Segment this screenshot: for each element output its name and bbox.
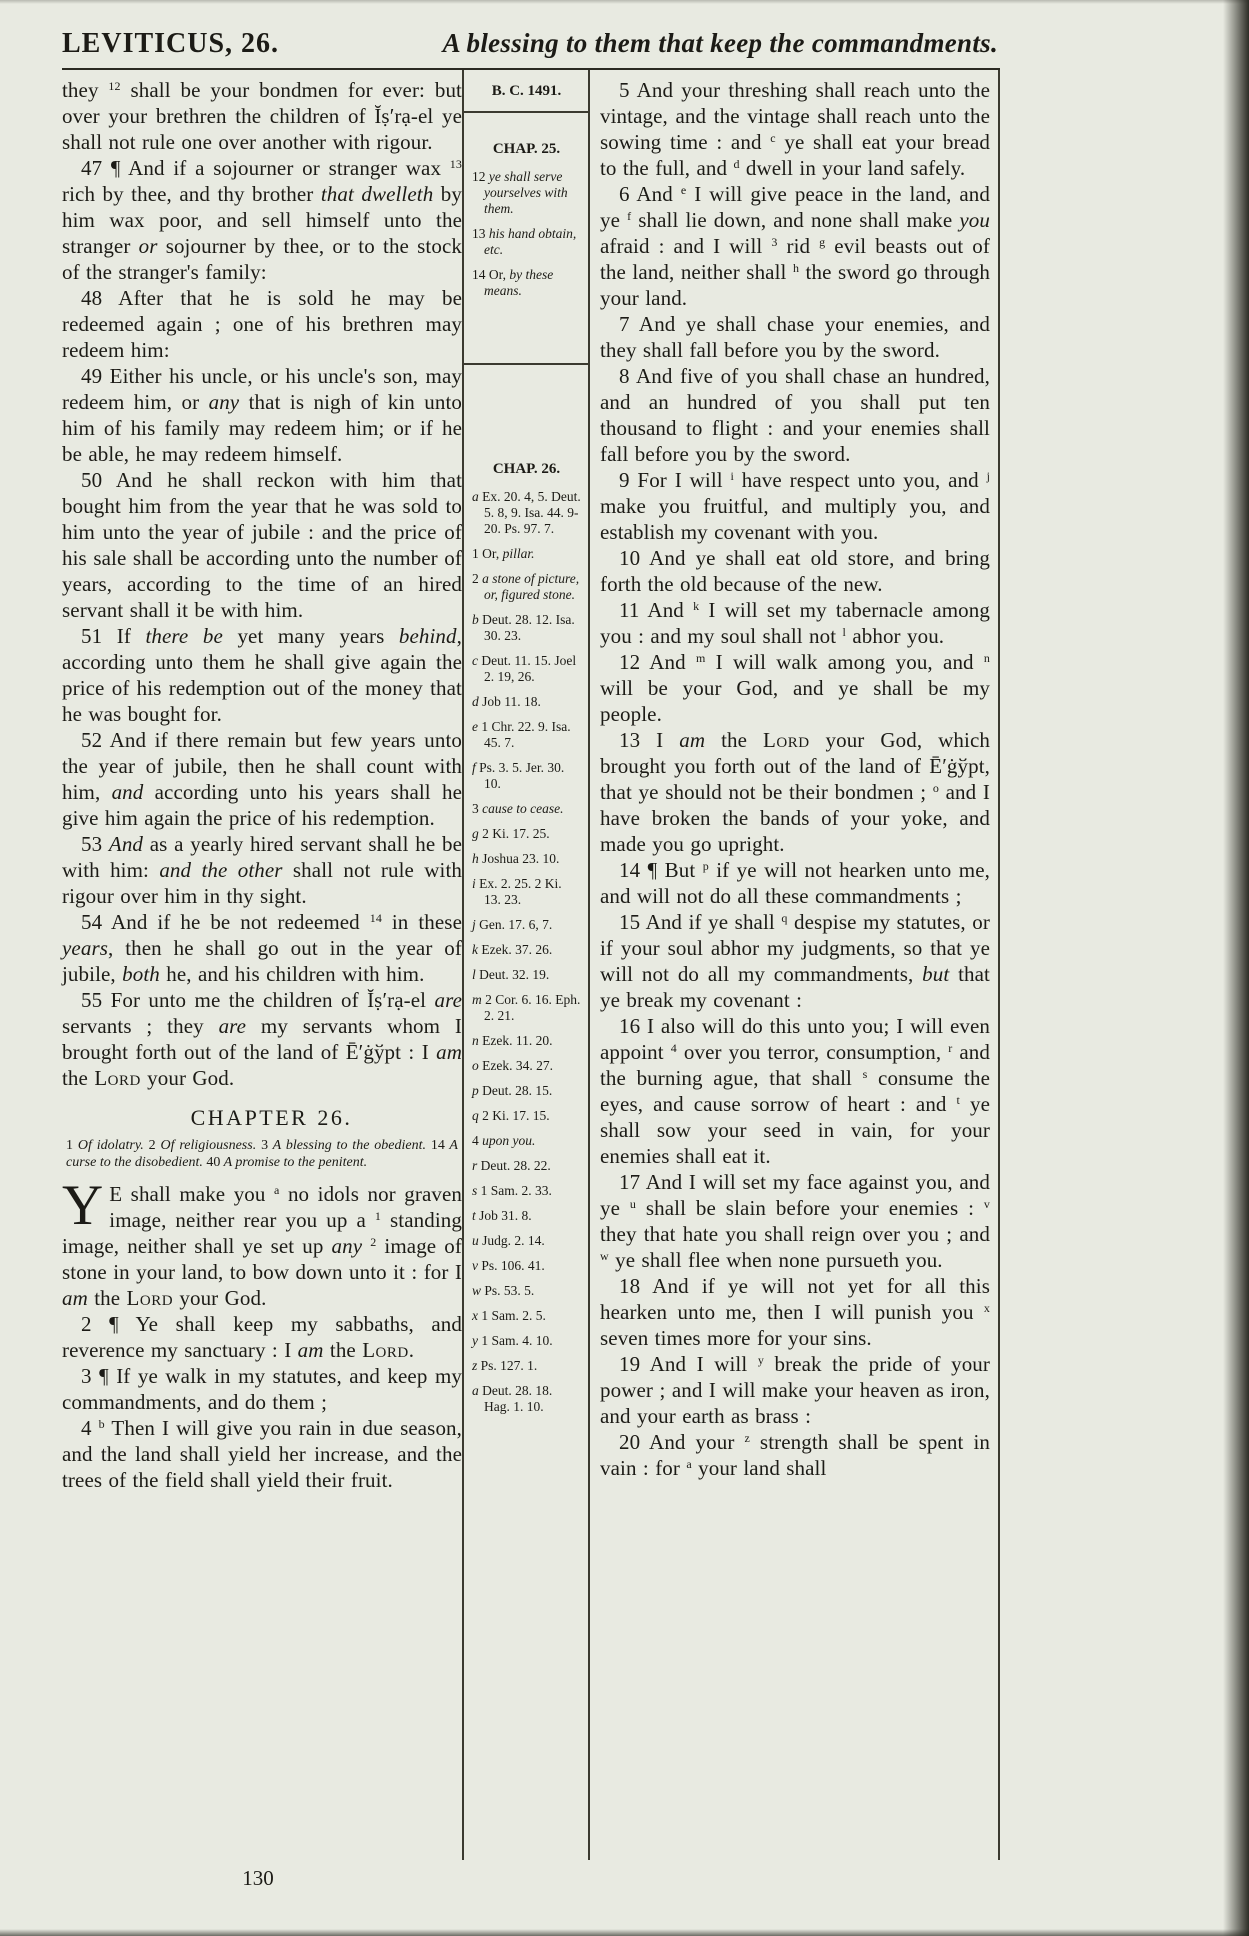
verse-paragraph: 15 And if ye shall $^q$ despise my statutes, or if your soul abhor my judgments, so that ye will not do all my commandments, but that ye break my covenant :	[600, 910, 990, 1012]
margin-note: u Judg. 2. 14.	[472, 1233, 545, 1248]
verse-paragraph: 47 ¶ And if a sojourner or stranger wax $^{13}$ rich by thee, and thy brother that dwelleth by him wax poor, and sell himself unto the stranger or sojourner by thee, or to the stock of the stranger's family:	[62, 156, 462, 284]
verse-paragraph-dropcap	[62, 1174, 462, 1311]
verse-paragraph: 54 And if he be not redeemed $^{14}$ in these years, then he shall go out in the year of jubile, both he, and his children with him.	[62, 910, 462, 986]
margin-note: n Ezek. 11. 20.	[472, 1033, 553, 1048]
verse-paragraph: 7 And ye shall chase your enemies, and they shall fall before you by the sword.	[600, 312, 990, 362]
verse-paragraph: 3 ¶ If ye walk in my statutes, and keep my commandments, and do them ;	[62, 1364, 462, 1414]
chap26-verses	[62, 1311, 462, 1493]
running-head: A blessing to them that keep the commandments.	[442, 28, 998, 58]
chapter-26-summary: 1 Of idolatry. 2 Of religiousness. 3 A blessing to the obedient. 14 A curse to the disobedient. 40 A promise to the penitent.	[66, 1138, 458, 1170]
verse-paragraph: 53 And as a yearly hired servant shall he be with him: and the other shall not rule with rigour over him in thy sight.	[62, 832, 462, 908]
drop-cap: Y	[62, 1174, 104, 1237]
chap26-margin-notes	[472, 489, 581, 1415]
right-text-column	[590, 70, 1000, 1860]
chap-25-ref-heading: CHAP. 25.	[492, 141, 561, 157]
margin-note: 1 Or, pillar.	[472, 546, 535, 561]
page-header	[62, 28, 1000, 70]
verse-paragraph: 9 For I will $^i$ have respect unto you, and $^j$ make you fruitful, and multiply you, and establish my covenant with you.	[600, 468, 991, 544]
center-column-rule	[464, 363, 588, 365]
margin-note: z Ps. 127. 1.	[472, 1358, 538, 1373]
verse-paragraph: 18 And if ye will not yet for all this hearken unto me, then I will punish you $^x$ seven times more for your sins.	[600, 1274, 990, 1350]
verse-paragraph: 2 ¶ Ye shall keep my sabbaths, and reverence my sanctuary : I am the Lord.	[62, 1312, 462, 1362]
margin-note: x 1 Sam. 2. 5.	[472, 1308, 546, 1323]
margin-note: p Deut. 28. 15.	[472, 1083, 553, 1098]
verse-paragraph: 55 For unto me the children of Ĭṣ′rạ-el are servants ; they are my servants whom I brought forth out of the land of Ē′ġўpt : I am the Lord your God.	[62, 988, 462, 1090]
book-title: LEVITICUS, 26.	[62, 28, 280, 59]
margin-reference-column	[462, 70, 590, 1860]
margin-note: d Job 11. 18.	[472, 694, 541, 709]
first-verse-text: E shall make you $^a$ no idols nor graven image, neither rear you up a $^1$ standing image, neither shall ye set up any $^2$ image of stone in your land, to bow down unto it : for I am the Lord your God.	[62, 1182, 462, 1310]
margin-note: 3 cause to cease.	[472, 801, 564, 816]
verse-paragraph: 16 I also will do this unto you; I will even appoint $^4$ over you terror, consumption, $^r$ and the burning ague, that shall $^s$ consume the eyes, and cause sorrow of heart : and $^t$ ye shall sow your seed in vain, for your enemies shall eat it.	[600, 1014, 990, 1168]
verse-paragraph: 51 If there be yet many years behind, according unto them he shall give again the price of his redemption out of the money that he was bought for.	[62, 624, 462, 726]
margin-note: 13 his hand obtain, etc.	[472, 226, 577, 257]
margin-note: l Deut. 32. 19.	[472, 967, 550, 982]
margin-note: a Ex. 20. 4, 5. Deut. 5. 8, 9. Isa. 44. 9-20. Ps. 97. 7.	[472, 489, 581, 536]
margin-note: y 1 Sam. 4. 10.	[472, 1333, 553, 1348]
verse-paragraph: 17 And I will set my face against you, and ye $^u$ shall be slain before your enemies : $^v$ they that hate you shall reign over you ; and $^w$ ye shall flee when none pursueth you.	[600, 1170, 990, 1272]
margin-note: k Ezek. 37. 26.	[472, 942, 553, 957]
chap25-verses	[62, 77, 462, 1091]
text-columns	[62, 70, 1000, 1860]
margin-note: e 1 Chr. 22. 9. Isa. 45. 7.	[472, 719, 571, 750]
margin-note: h Joshua 23. 10.	[472, 851, 560, 866]
verse-paragraph: 8 And five of you shall chase an hundred, and an hundred of you shall put ten thousand to flight : and your enemies shall fall before you by the sword.	[600, 364, 990, 466]
left-text-column	[62, 70, 462, 1860]
verse-paragraph: 50 And he shall reckon with him that bought him from the year that he was sold to him unto the year of jubile : and the price of his sale shall be according unto the number of years, according to the time of an hired servant shall it be with him.	[62, 468, 462, 622]
verse-paragraph: 48 After that he is sold he may be redeemed again ; one of his brethren may redeem him:	[62, 286, 462, 362]
bc-date: B. C. 1491.	[491, 83, 562, 99]
chap-26-ref-heading: CHAP. 26.	[492, 461, 561, 477]
verse-paragraph: 5 And your threshing shall reach unto the vintage, and the vintage shall reach unto the sowing time : and $^c$ ye shall eat your bread to the full, and $^d$ dwell in your land safely.	[600, 78, 990, 180]
margin-note: m 2 Cor. 6. 16. Eph. 2. 21.	[472, 992, 581, 1023]
margin-note: g 2 Ki. 17. 25.	[472, 826, 550, 841]
margin-note: v Ps. 106. 41.	[472, 1258, 545, 1273]
verse-paragraph: 19 And I will $^y$ break the pride of your power ; and I will make your heaven as iron, and your earth as brass :	[600, 1352, 990, 1428]
margin-note: 2 a stone of picture, or, figured stone.	[472, 571, 580, 602]
margin-note: w Ps. 53. 5.	[472, 1283, 535, 1298]
margin-note: f Ps. 3. 5. Jer. 30. 10.	[472, 760, 565, 791]
page-content	[62, 28, 1000, 1860]
margin-note: t Job 31. 8.	[472, 1208, 532, 1223]
verse-paragraph: 14 ¶ But $^p$ if ye will not hearken unto me, and will not do all these commandments ;	[600, 858, 990, 908]
page-bottom-edge-shadow	[0, 1929, 1249, 1936]
margin-note: s 1 Sam. 2. 33.	[472, 1183, 552, 1198]
binding-edge-shadow	[1223, 0, 1249, 1936]
page-top-edge-shadow	[0, 0, 1249, 4]
margin-note: 14 Or, by these means.	[472, 267, 554, 298]
verse-paragraph: 49 Either his uncle, or his uncle's son, may redeem him, or any that is nigh of kin unto him of his family may redeem him; or if he be able, he may redeem himself.	[62, 364, 462, 466]
verse-paragraph: 4 $^b$ Then I will give you rain in due season, and the land shall yield her increase, and the trees of the field shall yield their fruit.	[62, 1416, 462, 1492]
verse-paragraph: 20 And your $^z$ strength shall be spent in vain : for $^a$ your land shall	[600, 1430, 990, 1480]
verse-paragraph: 10 And ye shall eat old store, and bring forth the old because of the new.	[600, 546, 990, 596]
verse-paragraph: 12 And $^m$ I will walk among you, and $^n$ will be your God, and ye shall be my people.	[600, 650, 990, 726]
chap26-right-verses	[600, 77, 990, 1481]
margin-note: i Ex. 2. 25. 2 Ki. 13. 23.	[472, 876, 562, 907]
verse-paragraph: they $^{12}$ shall be your bondmen for ever: but over your brethren the children of Ĭṣ′rạ-el ye shall not rule one over another with rigour.	[62, 78, 462, 154]
bc-date-rule	[464, 111, 588, 113]
margin-note: 4 upon you.	[472, 1133, 536, 1148]
margin-note: r Deut. 28. 22.	[472, 1158, 551, 1173]
verse-paragraph: 52 And if there remain but few years unto the year of jubile, then he shall count with him, and according unto his years shall he give him again the price of his redemption.	[62, 728, 462, 830]
margin-note: b Deut. 28. 12. Isa. 30. 23.	[472, 612, 575, 643]
verse-paragraph: 6 And $^e$ I will give peace in the land, and ye $^f$ shall lie down, and none shall make you afraid : and I will $^3$ rid $^g$ evil beasts out of the land, neither shall $^h$ the sword go through your land.	[600, 182, 991, 310]
margin-note: c Deut. 11. 15. Joel 2. 19, 26.	[472, 653, 577, 684]
margin-note: j Gen. 17. 6, 7.	[472, 917, 553, 932]
margin-note: q 2 Ki. 17. 15.	[472, 1108, 550, 1123]
margin-note: 12 ye shall serve yourselves with them.	[472, 169, 568, 216]
margin-note: o Ezek. 34. 27.	[472, 1058, 553, 1073]
chap25-margin-notes	[472, 169, 581, 299]
verse-paragraph: 13 I am the Lord your God, which brought you forth out of the land of Ē′ġўpt, that ye should not be their bondmen ; $^o$ and I have broken the bands of your yoke, and made you go upright.	[600, 728, 990, 856]
chapter-26-heading: CHAPTER 26.	[190, 1105, 353, 1130]
margin-note: a Deut. 28. 18. Hag. 1. 10.	[472, 1383, 553, 1414]
page-number: 130	[242, 1866, 274, 1890]
verse-paragraph: 11 And $^k$ I will set my tabernacle among you : and my soul shall not $^l$ abhor you.	[600, 598, 990, 648]
